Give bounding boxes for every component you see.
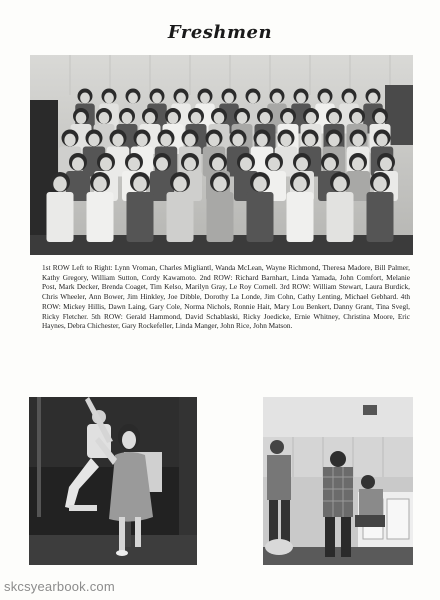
- kitchen-photo: [263, 397, 413, 565]
- group-photo-caption: 1st ROW Left to Right: Lynn Vroman, Charles Migliantl, Wanda McLean, Wayne Richmond, Theresa Madore, Bill Palmer, Kathy Gregory, William Sutton, Cordy Kawamoto. 2nd ROW: Richard Barnhart, Linda Yamada, John Comfort, Melanie Post, Mark Decker, Brenda Coaget, Tim Kelso, Marilyn Gray, Le Roy Cornell. 3rd ROW: William Stewart, Laura Burdick, Chris Wheeler, Ann Bower, Jim Hinkley, Joe Dibble, Dorothy La Londe, Jim Cohn, Cathy Lenting, Michael Gebhard. 4th ROW: Mickey Hillis, Dawn Laing, Gary Cole, Norma Nichols, Ronnie Hait, Mary Lou Benkert, Danny Grant, Tina Svegl, Ricky Fletcher. 5th ROW: Gerald Hammond, David Schablaski, Ricky Joedicke, Ernie Whitney, Christina Moore, Eric Haynes, Debra Chichester, Gary Rockefeller, Linda Manger, John Rice, John Matson.: [42, 263, 410, 331]
- dance-photo: [29, 397, 197, 565]
- page-title: Freshmen: [167, 22, 273, 43]
- watermark-text: skcsyearbook.com: [4, 579, 115, 594]
- group-photo: [30, 55, 413, 255]
